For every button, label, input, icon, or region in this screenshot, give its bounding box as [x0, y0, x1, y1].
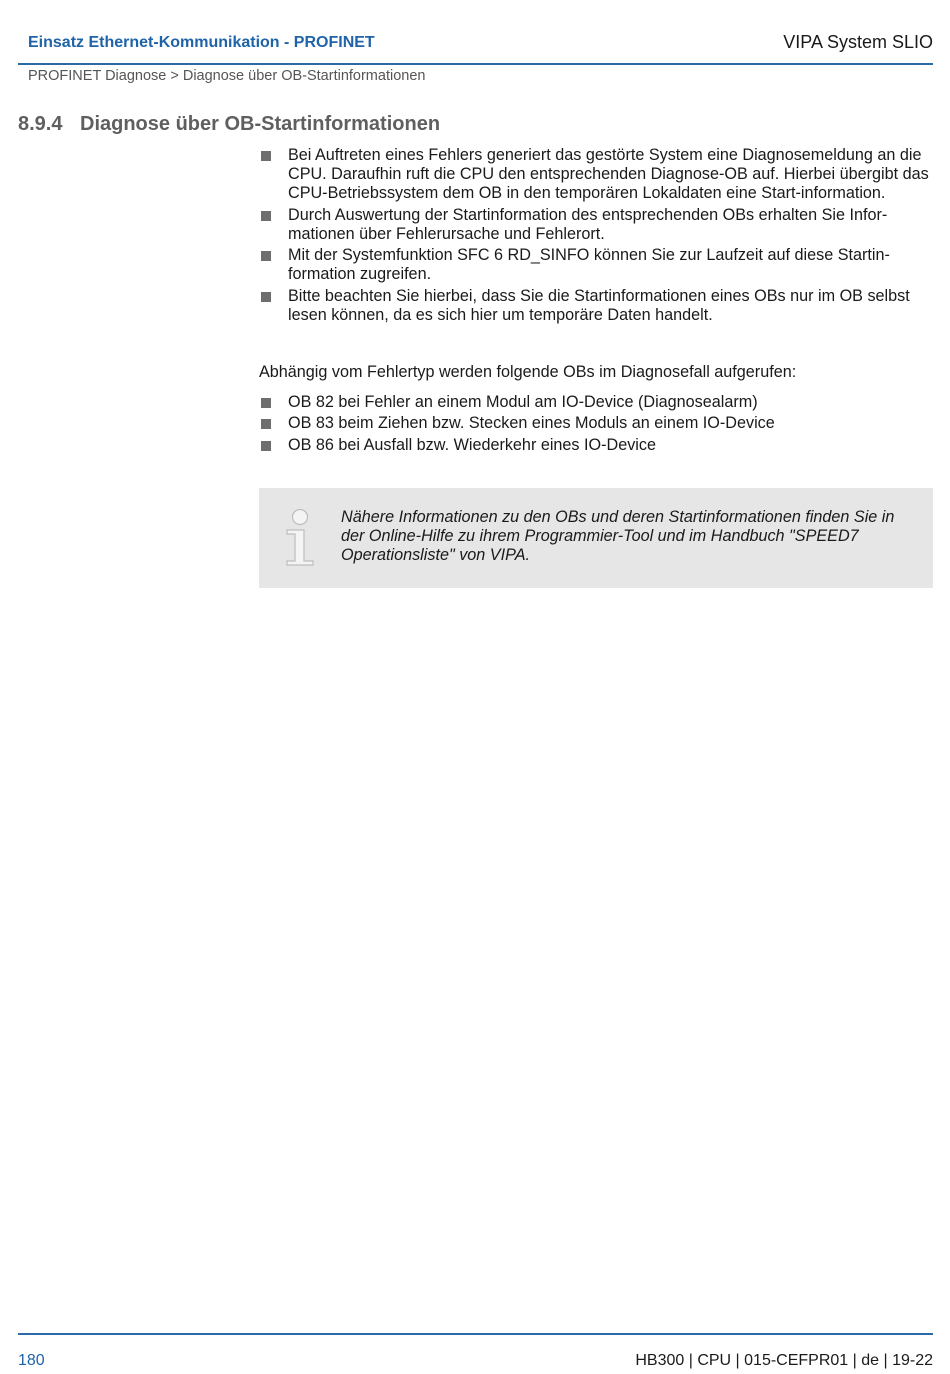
document-id: HB300 | CPU | 015-CEFPR01 | de | 19-22 — [635, 1352, 933, 1369]
bullet-square-icon — [261, 251, 271, 261]
list-item-text: Durch Auswertung der Startinformation des entsprechenden OBs erhalten Sie Infor-mationen über Fehlerursache und Fehlerort. — [288, 205, 888, 243]
list-item — [259, 246, 933, 284]
page-footer — [18, 1333, 933, 1373]
bullet-square-icon — [261, 398, 271, 408]
bullet-square-icon — [261, 419, 271, 429]
note-text: Nähere Informationen zu den OBs und deren Startinformationen finden Sie in der Online-Hilfe zu ihrem Programmier-Tool und im Handbuch "SPEED7 Operationsliste" von VIPA. — [341, 508, 895, 564]
bullet-square-icon — [261, 211, 271, 221]
info-icon — [283, 508, 317, 568]
list-item — [259, 414, 933, 433]
bullet-square-icon — [261, 292, 271, 302]
section-title: Diagnose über OB-Startinformationen — [80, 113, 441, 135]
section-heading — [18, 113, 440, 136]
page-number: 180 — [18, 1352, 45, 1369]
list-item — [259, 436, 933, 455]
bullet-square-icon — [261, 151, 271, 161]
breadcrumb: PROFINET Diagnose > Diagnose über OB-Startinformationen — [28, 68, 426, 84]
list-item-text: OB 86 bei Ausfall bzw. Wiederkehr eines IO-Device — [288, 435, 656, 454]
list-item — [259, 146, 933, 203]
list-item-text: OB 83 beim Ziehen bzw. Stecken eines Moduls an einem IO-Device — [288, 414, 775, 432]
chapter-title: Einsatz Ethernet-Kommunikation - PROFINET — [28, 34, 375, 51]
section-number: 8.9.4 — [18, 113, 63, 135]
list-item-text: Mit der Systemfunktion SFC 6 RD_SINFO können Sie zur Laufzeit auf diese Startin-formation zugreifen. — [288, 246, 890, 283]
list-item — [259, 393, 933, 412]
intro-paragraph: Abhängig vom Fehlertyp werden folgende OBs im Diagnosefall aufgerufen: — [259, 362, 797, 381]
bullet-square-icon — [261, 441, 271, 451]
main-content — [259, 146, 933, 457]
bullet-list-obs — [259, 393, 933, 455]
product-name: VIPA System SLIO — [783, 32, 933, 52]
list-item — [259, 206, 933, 244]
list-item — [259, 287, 933, 325]
list-item-text: Bei Auftreten eines Fehlers generiert das gestörte System eine Diagnosemeldung an die CPU. Daraufhin ruft die CPU den entsprechenden Diagnose-OB auf. Hierbei übergibt das CPU-Betriebssystem dem OB in den temporären Lokaldaten eine Start-information. — [288, 146, 929, 202]
list-item-text: Bitte beachten Sie hierbei, dass Sie die Startinformationen eines OBs nur im OB selbst lesen können, da es sich hier um temporäre Daten handelt. — [288, 286, 910, 324]
page-header — [18, 31, 933, 65]
list-item-text: OB 82 bei Fehler an einem Modul am IO-Device (Diagnosealarm) — [288, 392, 758, 411]
info-note-box — [259, 488, 933, 588]
bullet-list-startinfo — [259, 146, 933, 325]
